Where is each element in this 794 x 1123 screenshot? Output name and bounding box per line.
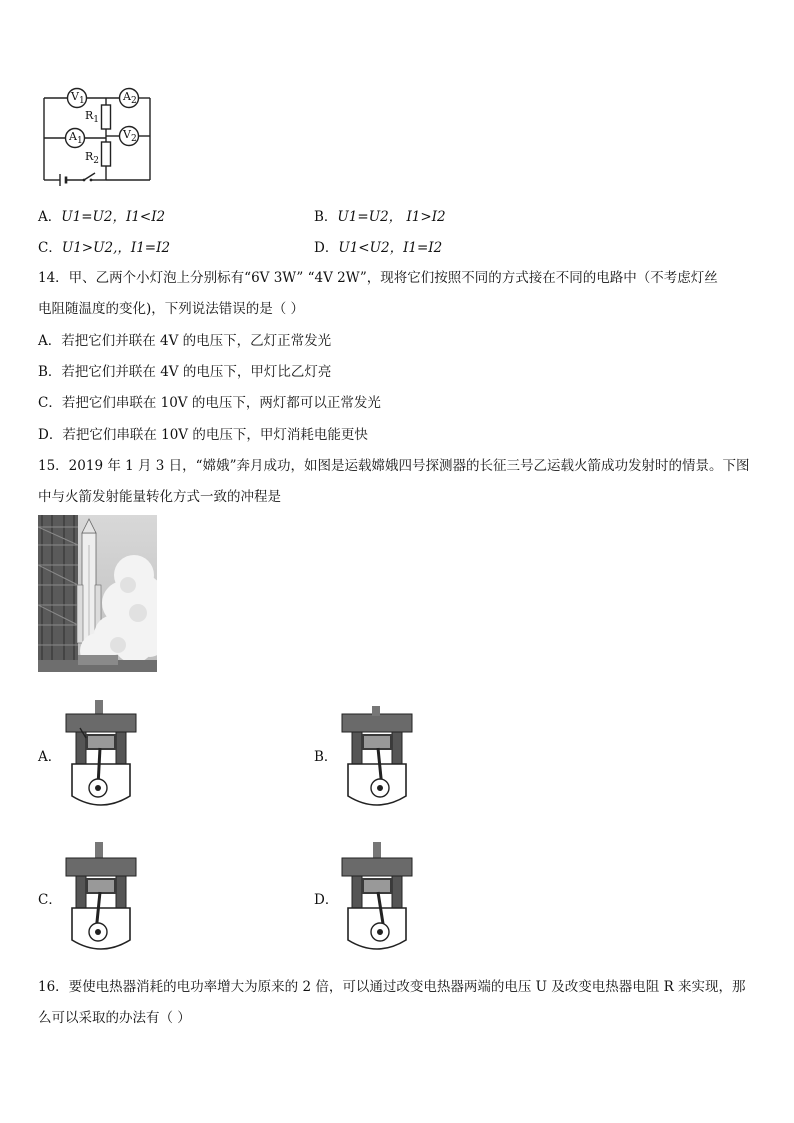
q13-option-a[interactable] — [38, 207, 165, 227]
engine-figure-c[interactable] — [62, 842, 140, 956]
q14-option-b[interactable]: B．若把它们并联在 4V 的电压下，甲灯比乙灯亮 — [38, 364, 332, 380]
q15-option-d-label[interactable]: D． — [314, 892, 339, 908]
engine-figure-d[interactable] — [338, 842, 416, 956]
meter-a1-sub: 1 — [76, 136, 83, 146]
rocket-launch-photo — [38, 515, 157, 672]
q14-option-a[interactable]: A．若把它们并联在 4V 的电压下，乙灯正常发光 — [38, 333, 332, 349]
q13-option-b-prefix: B． — [314, 209, 338, 225]
engine-figure-b[interactable] — [338, 704, 416, 812]
meter-v1-sub: 1 — [78, 96, 85, 106]
resistor-r1-label — [85, 109, 99, 127]
q14-option-d[interactable]: D．若把它们串联在 10V 的电压下，甲灯消耗电能更快 — [38, 427, 368, 443]
q16-stem-line1: 16．要使电热器消耗的电功率增大为原来的 2 倍，可以通过改变电热器两端的电压 U 及改变电热器电阻 R 来实现，那 — [38, 979, 746, 995]
meter-v2-letter: V — [123, 128, 131, 141]
meter-v2-label — [123, 128, 137, 146]
q13-option-b[interactable] — [314, 207, 446, 227]
meter-a1-label — [69, 130, 83, 148]
meter-a2-sub: 2 — [130, 96, 137, 106]
engine-figure-a[interactable] — [62, 700, 140, 812]
q15-option-a-label[interactable]: A． — [38, 749, 62, 765]
q14-stem-line1: 14．甲、乙两个小灯泡上分别标有“6V 3W” “4V 2W”，现将它们按照不同的方式接在不同的电路中（不考虑灯丝 — [38, 270, 718, 286]
meter-a2-label — [123, 90, 137, 108]
q14-option-c[interactable]: C．若把它们串联在 10V 的电压下，两灯都可以正常发光 — [38, 395, 381, 411]
meter-v1-label — [71, 90, 85, 108]
meter-v2-sub: 2 — [130, 134, 137, 144]
q13-option-d-prefix: D． — [314, 240, 339, 256]
q15-stem-line2: 中与火箭发射能量转化方式一致的冲程是 — [38, 489, 281, 505]
resistor-r2-label — [85, 150, 99, 168]
q13-option-c-prefix: C． — [38, 240, 62, 256]
q13-option-c[interactable] — [38, 238, 170, 258]
q14-stem-line2: 电阻随温度的变化)，下列说法错误的是（ ） — [38, 301, 305, 317]
circuit-svg — [38, 86, 156, 188]
meter-v1-letter: V — [71, 90, 79, 103]
q13-option-a-prefix: A． — [38, 209, 62, 225]
r2-letter: R — [85, 150, 94, 163]
r1-letter: R — [85, 109, 94, 122]
q15-option-b-label[interactable]: B． — [314, 749, 338, 765]
q13-option-d-text: U1<U2，I1=I2 — [338, 240, 443, 256]
q15-option-c-label[interactable]: C． — [38, 892, 62, 908]
q15-stem-line1: 15．2019 年 1 月 3 日，“嫦娥”奔月成功，如图是运载嫦娥四号探测器的长征三号乙运载火箭成功发射时的情景。下图 — [38, 458, 750, 474]
meter-a1-letter: A — [69, 130, 77, 143]
q13-option-a-text: U1=U2，I1<I2 — [61, 209, 166, 225]
r2-sub: 2 — [93, 156, 100, 166]
q13-option-d[interactable] — [314, 238, 442, 258]
q16-stem-line2: 么可以采取的办法有（ ） — [38, 1010, 191, 1026]
meter-a2-letter: A — [123, 90, 131, 103]
circuit-diagram — [38, 86, 156, 188]
q13-option-c-text: U1>U2,，I1=I2 — [61, 240, 171, 256]
q13-option-b-text: U1=U2， I1>I2 — [337, 209, 446, 225]
r1-sub: 1 — [93, 115, 100, 125]
